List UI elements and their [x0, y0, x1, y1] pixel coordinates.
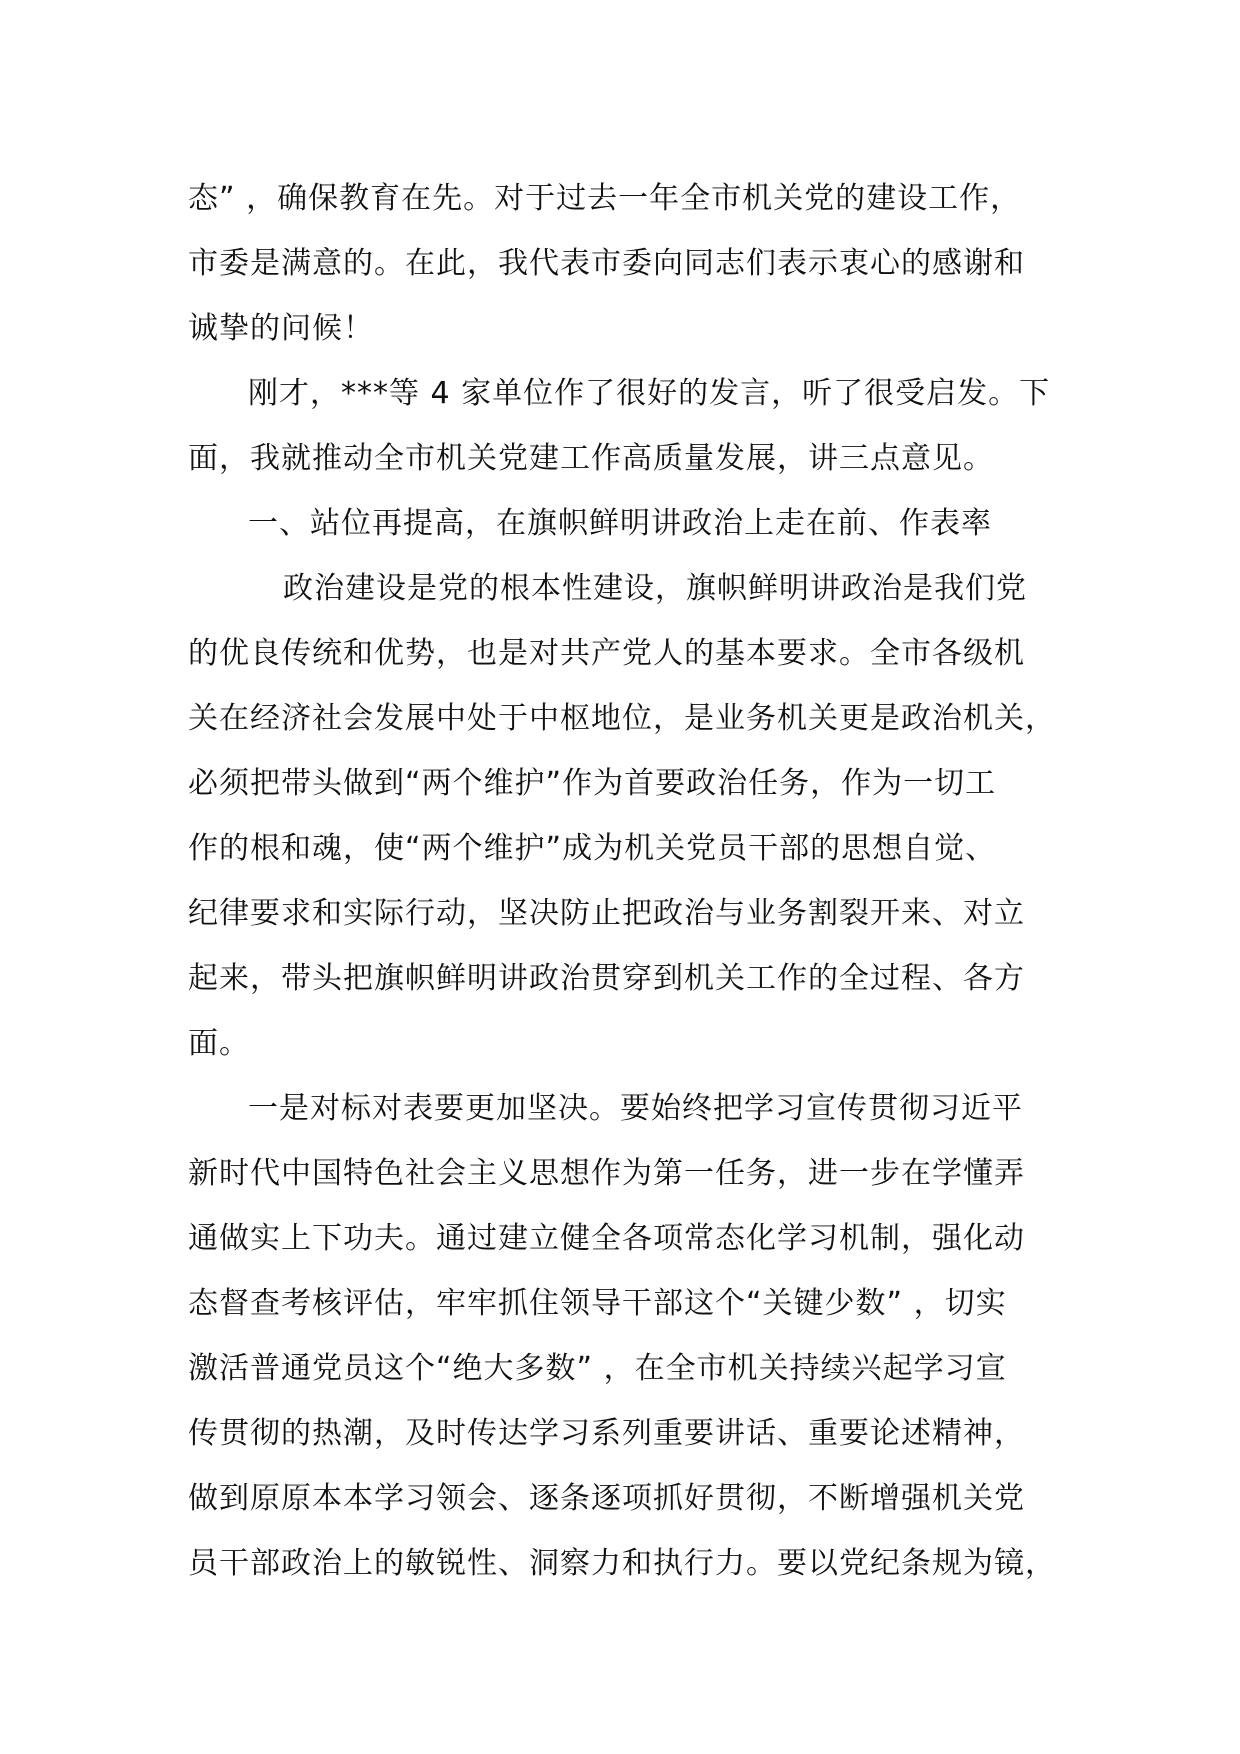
text-line: 必须把带头做到“两个维护”作为首要政治任务，作为一切工 — [188, 766, 997, 801]
text-line: 起来，带头把旗帜鲜明讲政治贯穿到机关工作的全过程、各方 — [188, 961, 1025, 996]
text-line: 员干部政治上的敏锐性、洞察力和执行力。要以党纪条规为镜， — [188, 1546, 1056, 1581]
text-line: 态督查考核评估，牢牢抓住领导干部这个“关键少数” ，切实 — [188, 1286, 1007, 1321]
text-line: 关在经济社会发展中处于中枢地位，是业务机关更是政治机关， — [188, 701, 1056, 736]
paragraph-start-line: 政治建设是党的根本性建设，旗帜鲜明讲政治是我们党 — [283, 571, 1027, 606]
text-line: 市委是满意的。在此，我代表市委向同志们表示衷心的感谢和 — [188, 246, 1025, 281]
text-line: 态” ，确保教育在先。对于过去一年全市机关党的建设工作， — [188, 181, 1022, 216]
text-line: 的优良传统和优势，也是对共产党人的基本要求。全市各级机 — [188, 636, 1025, 671]
text-line: 激活普通党员这个“绝大多数” ，在全市机关持续兴起学习宣 — [188, 1351, 1007, 1386]
text-line: 面。 — [188, 1026, 250, 1061]
text-line: 通做实上下功夫。通过建立健全各项常态化学习机制，强化动 — [188, 1221, 1025, 1256]
section-heading: 一、站位再提高，在旗帜鲜明讲政治上走在前、作表率 — [248, 506, 992, 541]
paragraph-start-line: 刚才，***等 4 家单位作了很好的发言，听了很受启发。下 — [248, 376, 1051, 411]
text-line: 诚挚的问候！ — [188, 311, 374, 346]
paragraph-start-line: 一是对标对表要更加坚决。要始终把学习宣传贯彻习近平 — [248, 1091, 1023, 1126]
body-text — [188, 166, 1088, 1596]
text-line: 纪律要求和实际行动，坚决防止把政治与业务割裂开来、对立 — [188, 896, 1025, 931]
text-line: 面，我就推动全市机关党建工作高质量发展，讲三点意见。 — [188, 441, 994, 476]
text-line: 作的根和魂，使“两个维护”成为机关党员干部的思想自觉、 — [188, 831, 997, 866]
text-line: 做到原原本本学习领会、逐条逐项抓好贯彻，不断增强机关党 — [188, 1481, 1025, 1516]
text-line: 新时代中国特色社会主义思想作为第一任务，进一步在学懂弄 — [188, 1156, 1025, 1191]
text-line: 传贯彻的热潮，及时传达学习系列重要讲话、重要论述精神， — [188, 1416, 1025, 1451]
